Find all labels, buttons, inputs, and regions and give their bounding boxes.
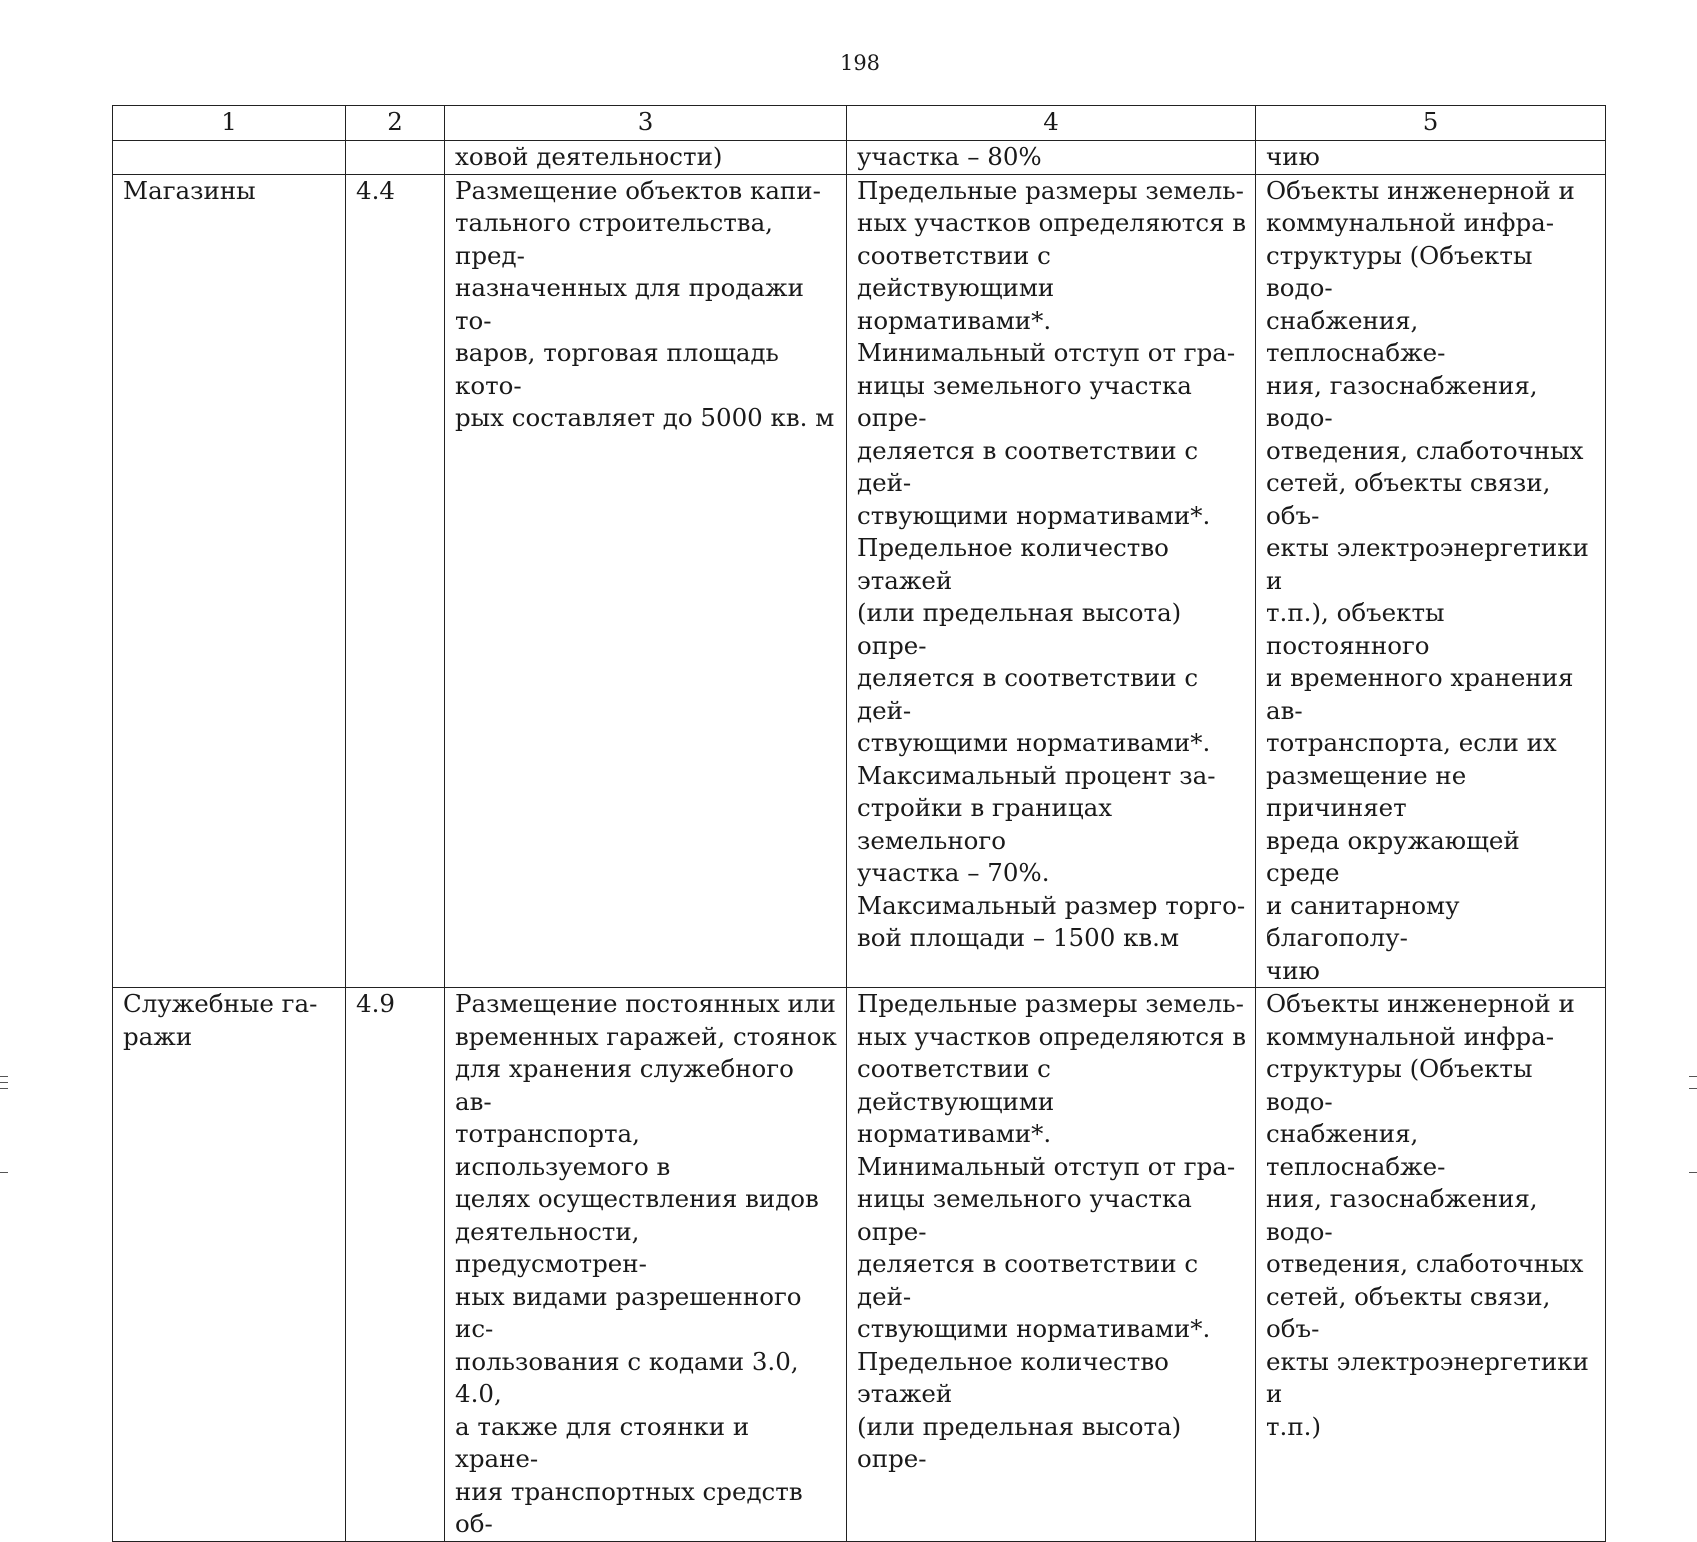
table-header-row: [113, 106, 1606, 141]
scan-edge-mark: [1689, 1088, 1697, 1089]
use-code-cell: 4.9: [346, 988, 445, 1542]
page-number: 198: [839, 51, 881, 75]
table-cell: ховой деятельности): [445, 141, 847, 175]
scan-edge-mark: [1689, 1076, 1697, 1077]
scan-edge-mark: [1689, 1172, 1697, 1173]
auxiliary-uses-cell: Объекты инженерной и коммунальной инфра- структуры (Объекты водо- снабжения, теплоснабже- ния, газоснабжения, водо- отведения, слаботочных сетей, объекты связи, объ- екты электроэнергетики и т.п.): [1256, 988, 1606, 1542]
table-cell: [346, 141, 445, 175]
use-name-cell: Магазины: [113, 174, 346, 988]
table-cell: участка – 80%: [847, 141, 1256, 175]
scan-edge-mark: [0, 1088, 8, 1089]
zoning-table: [112, 105, 1606, 1542]
column-header: 4: [847, 106, 1256, 141]
table-row: [113, 174, 1606, 988]
use-name-cell: Служебные га- ражи: [113, 988, 346, 1542]
scan-edge-mark: [0, 1172, 8, 1173]
use-code-cell: 4.4: [346, 174, 445, 988]
parameters-cell: Предельные размеры земель- ных участков определяются в соответствии с действующими нормативами*. Минимальный отступ от гра- ницы земельного участка опре- деляется в соответствии с дей- ствующими нормативами*. Предельное количество этажей (или предельная высота) опре-: [847, 988, 1256, 1542]
table-cell: чию: [1256, 141, 1606, 175]
continuation-row: [113, 141, 1606, 175]
parameters-cell: Предельные размеры земель- ных участков определяются в соответствии с действующими нормативами*. Минимальный отступ от гра- ницы земельного участка опре- деляется в соответствии с дей- ствующими нормативами*. Предельное количество этажей (или предельная высота) опре- деляется в соответствии с дей- ствующими нормативами*. Максимальный процент за- стройки в границах земельного участка – 70%. Максимальный размер торго- вой площади – 1500 кв.м: [847, 174, 1256, 988]
column-header: 3: [445, 106, 847, 141]
table-row: [113, 988, 1606, 1542]
column-header: 2: [346, 106, 445, 141]
use-description-cell: Размещение объектов капи- тального строительства, пред- назначенных для продажи то- варов, торговая площадь кото- рых составляет до 5000 кв. м: [445, 174, 847, 988]
table-cell: [113, 141, 346, 175]
use-description-cell: Размещение постоянных или временных гаражей, стоянок для хранения служебного ав- тотранспорта, используемого в целях осуществления видов деятельности, предусмотрен- ных видами разрешенного ис- пользования с кодами 3.0, 4.0, а также для стоянки и хране- ния транспортных средств об-: [445, 988, 847, 1542]
auxiliary-uses-cell: Объекты инженерной и коммунальной инфра- структуры (Объекты водо- снабжения, теплоснабже- ния, газоснабжения, водо- отведения, слаботочных сетей, объекты связи, объ- екты электроэнергетики и т.п.), объекты постоянного и временного хранения ав- тотранспорта, если их размещение не причиняет вреда окружающей среде и санитарному благополу- чию: [1256, 174, 1606, 988]
column-header: 1: [113, 106, 346, 141]
scan-edge-mark: [0, 1082, 8, 1083]
column-header: 5: [1256, 106, 1606, 141]
scan-edge-mark: [0, 1076, 8, 1077]
